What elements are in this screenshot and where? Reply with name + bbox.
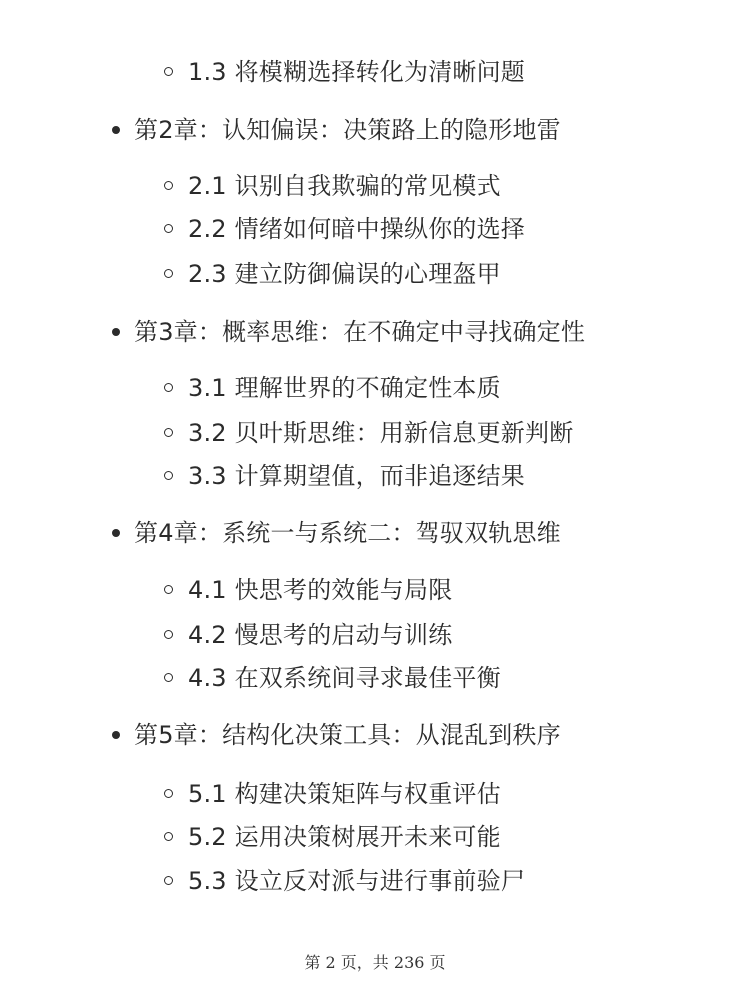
toc-subitem: 5.1 构建决策矩阵与权重评估 <box>160 779 501 809</box>
toc-chapter: 第3章：概率思维：在不确定中寻找确定性 <box>112 317 585 347</box>
toc-subitem: 3.2 贝叶斯思维：用新信息更新判断 <box>160 418 573 448</box>
toc-subitem: 4.3 在双系统间寻求最佳平衡 <box>160 663 501 693</box>
toc-subitem: 2.1 识别自我欺骗的常见模式 <box>160 171 501 201</box>
toc-subitem: 5.3 设立反对派与进行事前验尸 <box>160 866 525 896</box>
toc-subitem: 4.2 慢思考的启动与训练 <box>160 620 452 650</box>
hollow-bullet-icon <box>164 383 173 392</box>
hollow-bullet-icon <box>164 876 173 885</box>
toc-subitem: 3.1 理解世界的不确定性本质 <box>160 373 501 403</box>
hollow-bullet-icon <box>164 181 173 190</box>
hollow-bullet-icon <box>164 269 173 278</box>
toc-chapter: 第4章：系统一与系统二：驾驭双轨思维 <box>112 518 561 548</box>
hollow-bullet-icon <box>164 789 173 798</box>
hollow-bullet-icon <box>164 471 173 480</box>
toc-subitem: 5.2 运用决策树展开未来可能 <box>160 822 501 852</box>
toc-subitem: 3.3 计算期望值，而非追逐结果 <box>160 461 525 491</box>
hollow-bullet-icon <box>164 673 173 682</box>
page-number: 第 2 页，共 236 页 <box>304 953 446 972</box>
filled-bullet-icon <box>112 529 120 537</box>
hollow-bullet-icon <box>164 585 173 594</box>
toc-chapter: 第2章：认知偏误：决策路上的隐形地雷 <box>112 115 561 145</box>
hollow-bullet-icon <box>164 630 173 639</box>
toc-subitem: 2.2 情绪如何暗中操纵你的选择 <box>160 214 525 244</box>
filled-bullet-icon <box>112 126 120 134</box>
hollow-bullet-icon <box>164 224 173 233</box>
toc-subitem: 4.1 快思考的效能与局限 <box>160 575 452 605</box>
hollow-bullet-icon <box>164 832 173 841</box>
toc-chapter: 第5章：结构化决策工具：从混乱到秩序 <box>112 720 561 750</box>
filled-bullet-icon <box>112 328 120 336</box>
toc-subitem: 1.3 将模糊选择转化为清晰问题 <box>160 57 525 87</box>
filled-bullet-icon <box>112 731 120 739</box>
hollow-bullet-icon <box>164 67 173 76</box>
hollow-bullet-icon <box>164 428 173 437</box>
toc-subitem: 2.3 建立防御偏误的心理盔甲 <box>160 259 501 289</box>
